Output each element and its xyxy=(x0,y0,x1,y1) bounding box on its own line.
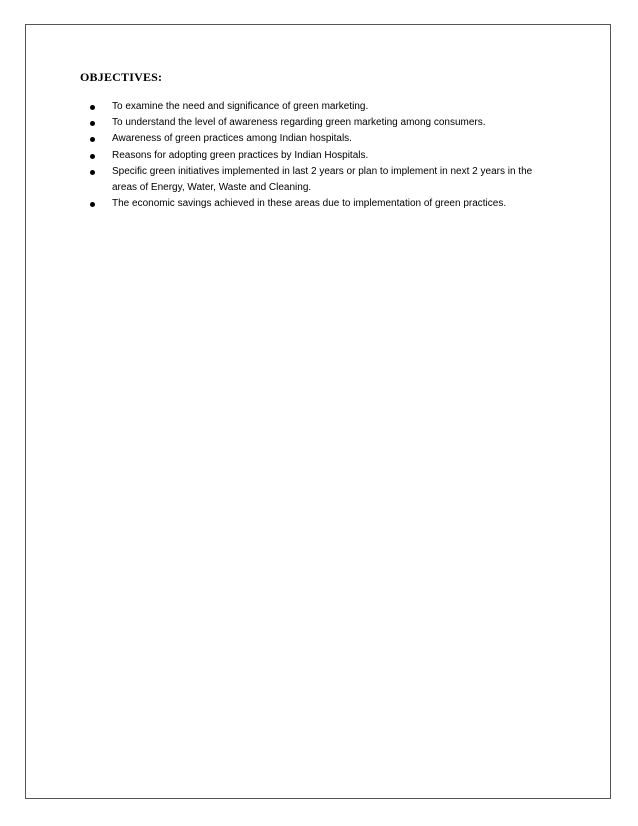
list-item xyxy=(90,164,550,196)
bullet-dot-icon xyxy=(90,105,95,110)
list-item xyxy=(90,148,550,164)
objectives-list xyxy=(90,99,550,212)
list-item xyxy=(90,196,550,212)
list-item-text: To examine the need and significance of green marketing. xyxy=(112,101,369,112)
objectives-heading: OBJECTIVES: xyxy=(80,70,163,84)
list-item xyxy=(90,115,550,131)
bullet-dot-icon xyxy=(90,137,95,142)
list-item-text: The economic savings achieved in these areas due to implementation of green practices. xyxy=(112,198,507,210)
bullet-dot-icon xyxy=(90,170,95,175)
list-item xyxy=(90,99,550,115)
list-item-text: Awareness of green practices among Indian hospitals. xyxy=(112,133,352,145)
list-item-text: Reasons for adopting green practices by Indian Hospitals. xyxy=(112,149,369,161)
bullet-dot-icon xyxy=(90,202,95,207)
list-item xyxy=(90,131,550,147)
bullet-dot-icon xyxy=(90,154,95,159)
list-item-text: Specific green initiatives implemented in last 2 years or plan to implement in next 2 years in the areas of Energy, Water, Waste and Cleaning. xyxy=(112,165,533,194)
list-item-text: To understand the level of awareness regarding green marketing among consumers. xyxy=(112,117,486,129)
bullet-dot-icon xyxy=(90,121,95,126)
